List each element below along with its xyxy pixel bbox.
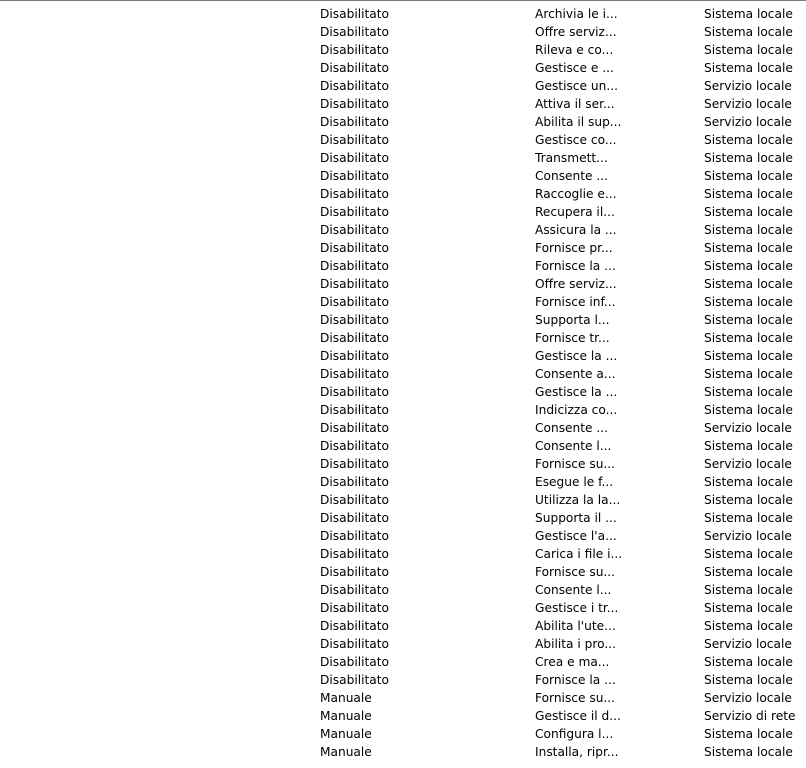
service-row[interactable] — [0, 401, 806, 419]
service-row[interactable] — [0, 617, 806, 635]
service-description: Supporta il ... — [535, 511, 617, 525]
service-description: Fornisce pr... — [535, 241, 613, 255]
service-description: Transmett... — [535, 151, 608, 165]
service-row[interactable] — [0, 491, 806, 509]
service-description: Gestisce la ... — [535, 385, 618, 399]
service-logon-as: Sistema locale — [704, 349, 793, 363]
service-row[interactable] — [0, 689, 806, 707]
service-startup-type: Disabilitato — [320, 7, 389, 21]
service-description: Utilizza la la... — [535, 493, 621, 507]
service-description: Supporta l... — [535, 313, 610, 327]
service-startup-type: Disabilitato — [320, 565, 389, 579]
service-startup-type: Disabilitato — [320, 223, 389, 237]
service-row[interactable] — [0, 5, 806, 23]
service-description: Assicura la ... — [535, 223, 617, 237]
service-description: Gestisce la ... — [535, 349, 618, 363]
service-description: Fornisce la ... — [535, 259, 616, 273]
service-description: Fornisce su... — [535, 691, 616, 705]
service-logon-as: Sistema locale — [704, 367, 793, 381]
service-logon-as: Sistema locale — [704, 673, 793, 687]
service-row[interactable] — [0, 725, 806, 743]
service-logon-as: Sistema locale — [704, 385, 793, 399]
service-row[interactable] — [0, 527, 806, 545]
service-startup-type: Disabilitato — [320, 43, 389, 57]
service-startup-type: Manuale — [320, 691, 372, 705]
service-description: Indicizza co... — [535, 403, 618, 417]
service-logon-as: Sistema locale — [704, 619, 793, 633]
service-startup-type: Disabilitato — [320, 241, 389, 255]
service-logon-as: Sistema locale — [704, 475, 793, 489]
service-logon-as: Sistema locale — [704, 169, 793, 183]
service-logon-as: Servizio locale — [704, 637, 792, 651]
service-startup-type: Disabilitato — [320, 403, 389, 417]
service-row[interactable] — [0, 347, 806, 365]
service-row[interactable] — [0, 59, 806, 77]
service-description: Archivia le i... — [535, 7, 618, 21]
service-logon-as: Sistema locale — [704, 25, 793, 39]
service-row[interactable] — [0, 419, 806, 437]
service-description: Fornisce inf... — [535, 295, 616, 309]
service-description: Carica i file i... — [535, 547, 623, 561]
service-row[interactable] — [0, 41, 806, 59]
service-row[interactable] — [0, 455, 806, 473]
service-description: Consente ... — [535, 421, 609, 435]
service-startup-type: Manuale — [320, 727, 372, 741]
service-logon-as: Sistema locale — [704, 655, 793, 669]
service-description: Gestisce un... — [535, 79, 618, 93]
service-row[interactable] — [0, 185, 806, 203]
service-row[interactable] — [0, 563, 806, 581]
service-startup-type: Disabilitato — [320, 655, 389, 669]
service-logon-as: Servizio locale — [704, 115, 792, 129]
service-description: Fornisce su... — [535, 457, 616, 471]
service-logon-as: Sistema locale — [704, 187, 793, 201]
service-logon-as: Sistema locale — [704, 277, 793, 291]
service-logon-as: Servizio locale — [704, 457, 792, 471]
service-startup-type: Disabilitato — [320, 151, 389, 165]
service-startup-type: Manuale — [320, 745, 372, 759]
service-row[interactable] — [0, 221, 806, 239]
service-startup-type: Disabilitato — [320, 313, 389, 327]
service-row[interactable] — [0, 599, 806, 617]
service-startup-type: Disabilitato — [320, 187, 389, 201]
service-startup-type: Disabilitato — [320, 601, 389, 615]
service-logon-as: Sistema locale — [704, 511, 793, 525]
service-row[interactable] — [0, 707, 806, 725]
service-logon-as: Sistema locale — [704, 205, 793, 219]
service-description: Fornisce su... — [535, 565, 616, 579]
service-startup-type: Disabilitato — [320, 637, 389, 651]
service-row[interactable] — [0, 473, 806, 491]
service-startup-type: Disabilitato — [320, 295, 389, 309]
service-startup-type: Disabilitato — [320, 385, 389, 399]
service-logon-as: Sistema locale — [704, 331, 793, 345]
service-logon-as: Sistema locale — [704, 493, 793, 507]
service-description: Rileva e co... — [535, 43, 614, 57]
service-startup-type: Disabilitato — [320, 25, 389, 39]
service-logon-as: Sistema locale — [704, 61, 793, 75]
service-startup-type: Disabilitato — [320, 205, 389, 219]
service-row[interactable] — [0, 509, 806, 527]
service-row[interactable] — [0, 383, 806, 401]
service-row[interactable] — [0, 653, 806, 671]
service-row[interactable] — [0, 203, 806, 221]
service-row[interactable] — [0, 671, 806, 689]
service-description: Configura l... — [535, 727, 614, 741]
service-description: Fornisce tr... — [535, 331, 610, 345]
service-description: Gestisce i tr... — [535, 601, 619, 615]
service-startup-type: Disabilitato — [320, 79, 389, 93]
service-description: Offre serviz... — [535, 25, 617, 39]
service-logon-as: Sistema locale — [704, 745, 793, 759]
service-description: Gestisce l'a... — [535, 529, 617, 543]
service-description: Gestisce il d... — [535, 709, 621, 723]
service-description: Attiva il ser... — [535, 97, 615, 111]
service-startup-type: Disabilitato — [320, 457, 389, 471]
service-row[interactable] — [0, 293, 806, 311]
service-startup-type: Disabilitato — [320, 619, 389, 633]
service-logon-as: Sistema locale — [704, 259, 793, 273]
service-logon-as: Sistema locale — [704, 241, 793, 255]
service-row[interactable] — [0, 437, 806, 455]
service-row[interactable] — [0, 167, 806, 185]
service-startup-type: Disabilitato — [320, 331, 389, 345]
service-logon-as: Sistema locale — [704, 403, 793, 417]
service-startup-type: Disabilitato — [320, 583, 389, 597]
service-description: Raccoglie e... — [535, 187, 617, 201]
service-description: Fornisce la ... — [535, 673, 616, 687]
service-description: Abilita i pro... — [535, 637, 616, 651]
service-startup-type: Manuale — [320, 709, 372, 723]
service-logon-as: Sistema locale — [704, 601, 793, 615]
service-logon-as: Sistema locale — [704, 223, 793, 237]
service-logon-as: Servizio locale — [704, 691, 792, 705]
service-description: Gestisce e ... — [535, 61, 614, 75]
service-startup-type: Disabilitato — [320, 511, 389, 525]
service-row[interactable] — [0, 131, 806, 149]
service-description: Consente l... — [535, 583, 612, 597]
service-logon-as: Servizio locale — [704, 97, 792, 111]
service-logon-as: Sistema locale — [704, 727, 793, 741]
service-startup-type: Disabilitato — [320, 673, 389, 687]
service-startup-type: Disabilitato — [320, 277, 389, 291]
service-description: Crea e ma... — [535, 655, 610, 669]
service-description: Consente ... — [535, 169, 609, 183]
service-logon-as: Sistema locale — [704, 295, 793, 309]
service-row[interactable] — [0, 113, 806, 131]
service-row[interactable] — [0, 149, 806, 167]
service-logon-as: Sistema locale — [704, 439, 793, 453]
service-description: Abilita l'ute... — [535, 619, 616, 633]
service-logon-as: Servizio locale — [704, 421, 792, 435]
service-row[interactable] — [0, 95, 806, 113]
service-description: Consente a... — [535, 367, 616, 381]
service-startup-type: Disabilitato — [320, 367, 389, 381]
service-row[interactable] — [0, 329, 806, 347]
service-startup-type: Disabilitato — [320, 115, 389, 129]
services-list[interactable] — [0, 5, 806, 761]
service-row[interactable] — [0, 275, 806, 293]
service-startup-type: Disabilitato — [320, 169, 389, 183]
service-logon-as: Sistema locale — [704, 313, 793, 327]
service-logon-as: Sistema locale — [704, 547, 793, 561]
service-logon-as: Servizio locale — [704, 79, 792, 93]
service-row[interactable] — [0, 311, 806, 329]
service-logon-as: Servizio locale — [704, 529, 792, 543]
service-description: Abilita il sup... — [535, 115, 622, 129]
service-row[interactable] — [0, 239, 806, 257]
service-logon-as: Sistema locale — [704, 583, 793, 597]
service-startup-type: Disabilitato — [320, 133, 389, 147]
service-row[interactable] — [0, 23, 806, 41]
service-startup-type: Disabilitato — [320, 97, 389, 111]
service-logon-as: Sistema locale — [704, 565, 793, 579]
service-startup-type: Disabilitato — [320, 475, 389, 489]
service-startup-type: Disabilitato — [320, 421, 389, 435]
service-logon-as: Sistema locale — [704, 43, 793, 57]
service-row[interactable] — [0, 743, 806, 761]
service-row[interactable] — [0, 545, 806, 563]
service-description: Recupera il... — [535, 205, 615, 219]
service-logon-as: Sistema locale — [704, 151, 793, 165]
list-top-border — [0, 0, 806, 1]
service-logon-as: Servizio di rete — [704, 709, 796, 723]
service-startup-type: Disabilitato — [320, 529, 389, 543]
service-startup-type: Disabilitato — [320, 259, 389, 273]
service-description: Consente l... — [535, 439, 612, 453]
service-row[interactable] — [0, 257, 806, 275]
service-logon-as: Sistema locale — [704, 7, 793, 21]
service-description: Gestisce co... — [535, 133, 617, 147]
service-description: Esegue le f... — [535, 475, 614, 489]
service-description: Installa, ripr... — [535, 745, 619, 759]
service-description: Offre serviz... — [535, 277, 617, 291]
service-startup-type: Disabilitato — [320, 439, 389, 453]
service-row[interactable] — [0, 581, 806, 599]
service-row[interactable] — [0, 77, 806, 95]
service-logon-as: Sistema locale — [704, 133, 793, 147]
service-startup-type: Disabilitato — [320, 493, 389, 507]
service-row[interactable] — [0, 635, 806, 653]
service-startup-type: Disabilitato — [320, 61, 389, 75]
service-startup-type: Disabilitato — [320, 349, 389, 363]
service-startup-type: Disabilitato — [320, 547, 389, 561]
service-row[interactable] — [0, 365, 806, 383]
